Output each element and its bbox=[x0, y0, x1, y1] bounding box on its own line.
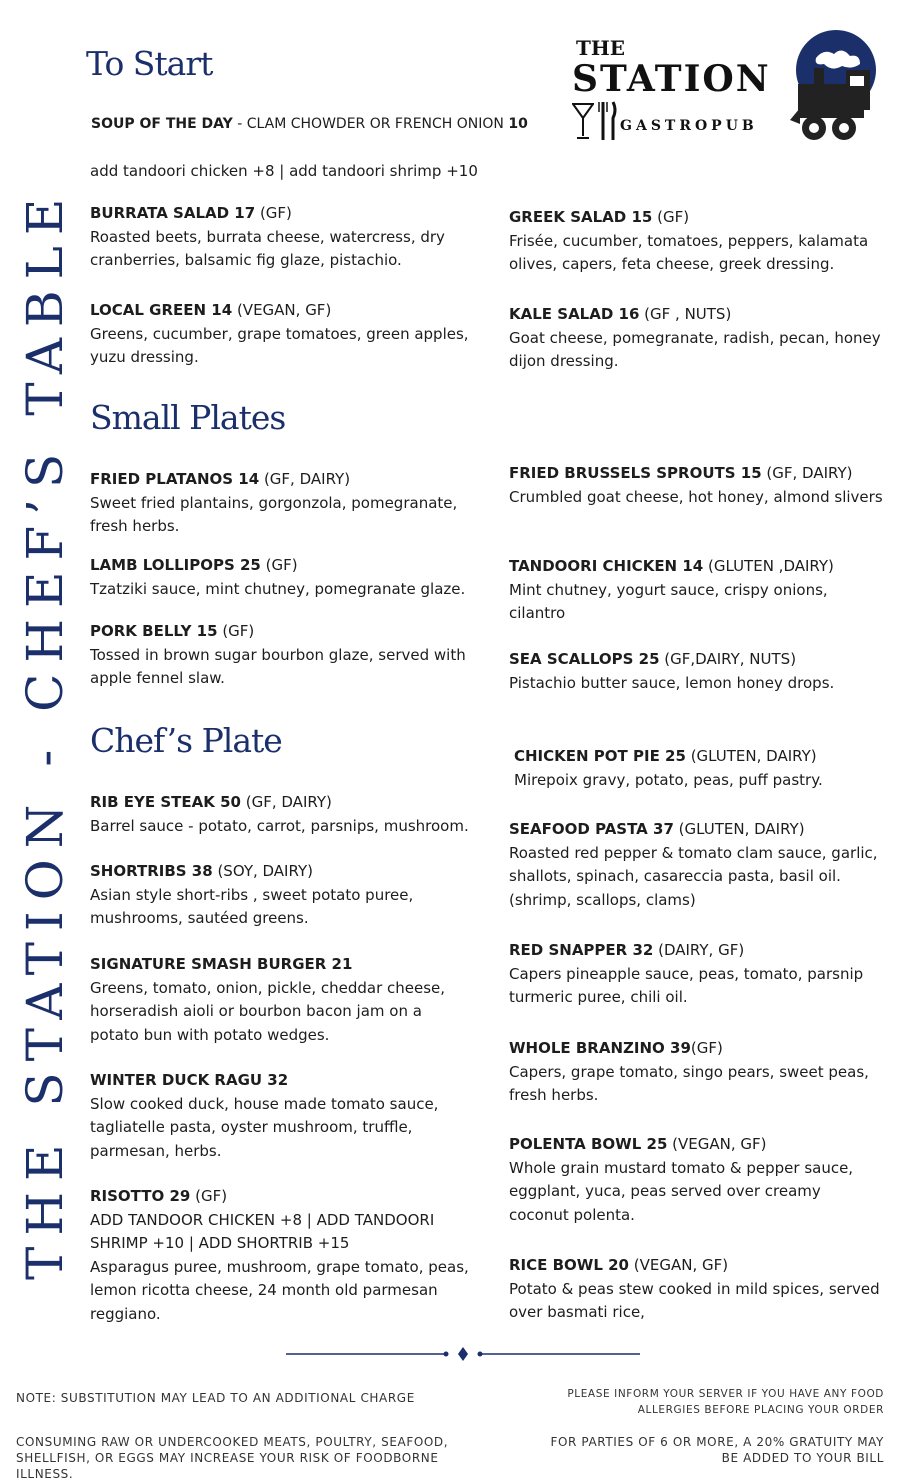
item-tags: (SOY, DAIRY) bbox=[212, 862, 313, 880]
menu-item bbox=[90, 202, 470, 273]
logo-line-1: THE bbox=[576, 36, 626, 60]
item-name: RISOTTO 29 bbox=[90, 1187, 191, 1205]
item-desc: Sweet fried plantains, gorgonzola, pomegranate, fresh herbs. bbox=[90, 493, 458, 535]
soup-addons: add tandoori chicken +8 | add tandoori shrimp +10 bbox=[90, 162, 478, 180]
menu-item bbox=[90, 1069, 470, 1163]
menu-item bbox=[509, 818, 884, 912]
item-desc: Slow cooked duck, house made tomato sauce, tagliatelle pasta, oyster mushroom, truffle, parmesan, herbs. bbox=[90, 1094, 439, 1160]
menu-item bbox=[509, 1133, 884, 1227]
item-name: FRIED BRUSSELS SPROUTS 15 bbox=[509, 464, 762, 482]
item-tags: (VEGAN, GF) bbox=[232, 301, 332, 319]
raw-food-warning: CONSUMING RAW OR UNDERCOOKED MEATS, POULTRY, SEAFOOD, SHELLFISH, OR EGGS MAY INCREASE YOUR RISK OF FOODBORNE ILLNESS. bbox=[16, 1435, 449, 1481]
item-name: RED SNAPPER 32 bbox=[509, 941, 654, 959]
item-desc: Roasted red pepper & tomato clam sauce, garlic, shallots, spinach, casareccia pasta, basil oil. (shrimp, scallops, clams) bbox=[509, 843, 878, 909]
section-title-small-plates: Small Plates bbox=[90, 398, 286, 437]
soup-price: 10 bbox=[508, 116, 528, 132]
soup-of-the-day bbox=[91, 116, 528, 132]
item-tags: (GF) bbox=[690, 1039, 723, 1057]
item-desc: Tzatziki sauce, mint chutney, pomegranate glaze. bbox=[90, 579, 466, 598]
item-name: SEAFOOD PASTA 37 bbox=[509, 820, 674, 838]
soup-desc: - CLAM CHOWDER OR FRENCH ONION bbox=[232, 116, 509, 132]
item-desc: Potato & peas stew cooked in mild spices, served over basmati rice, bbox=[509, 1279, 880, 1321]
item-tags: (GF, DAIRY) bbox=[761, 464, 853, 482]
menu-item bbox=[90, 860, 470, 931]
side-title: THE STATION - CHEF’S TABLE bbox=[16, 187, 74, 1280]
item-name: CHICKEN POT PIE 25 bbox=[514, 747, 686, 765]
item-name: WHOLE BRANZINO 39 bbox=[509, 1039, 691, 1057]
item-tags: (GLUTEN, DAIRY) bbox=[685, 747, 817, 765]
item-name: KALE SALAD 16 bbox=[509, 305, 640, 323]
item-desc: Barrel sauce - potato, carrot, parsnips, mushroom. bbox=[90, 816, 469, 835]
item-name: WINTER DUCK RAGU 32 bbox=[90, 1071, 289, 1089]
gratuity-note: FOR PARTIES OF 6 OR MORE, A 20% GRATUITY MAY BE ADDED TO YOUR BILL bbox=[550, 1435, 884, 1465]
item-desc: Mint chutney, yogurt sauce, crispy onions, cilantro bbox=[509, 580, 828, 622]
item-tags: (GF) bbox=[190, 1187, 228, 1205]
item-tags: (DAIRY, GF) bbox=[653, 941, 745, 959]
item-tags: (GF , NUTS) bbox=[639, 305, 732, 323]
substitution-note: NOTE: SUBSTITUTION MAY LEAD TO AN ADDITIONAL CHARGE bbox=[16, 1391, 415, 1405]
item-desc: Greens, cucumber, grape tomatoes, green apples, yuzu dressing. bbox=[90, 324, 469, 366]
menu-item bbox=[509, 206, 884, 277]
train-icon bbox=[786, 28, 886, 154]
menu-item bbox=[509, 555, 884, 626]
ornamental-divider bbox=[282, 1345, 642, 1363]
item-tags: (GLUTEN ,DAIRY) bbox=[703, 557, 834, 575]
item-tags: (GF) bbox=[652, 208, 690, 226]
menu-item bbox=[90, 554, 470, 601]
item-desc: Capers, grape tomato, singo pears, sweet peas, fresh herbs. bbox=[509, 1062, 869, 1104]
item-name: PORK BELLY 15 bbox=[90, 622, 218, 640]
section-title-chefs-plate: Chef’s Plate bbox=[90, 721, 282, 760]
menu-item bbox=[509, 648, 884, 695]
menu-item bbox=[509, 1254, 884, 1325]
menu-item bbox=[90, 468, 470, 539]
item-desc: Frisée, cucumber, tomatoes, peppers, kalamata olives, capers, feta cheese, greek dressing. bbox=[509, 231, 869, 273]
item-name: RIB EYE STEAK 50 bbox=[90, 793, 241, 811]
item-addons: ADD TANDOOR CHICKEN +8 | ADD TANDOORI SHRIMP +10 | ADD SHORTRIB +15 bbox=[90, 1210, 435, 1252]
logo-line-3: GASTROPUB bbox=[620, 118, 758, 134]
item-name: LOCAL GREEN 14 bbox=[90, 301, 233, 319]
item-name: GREEK SALAD 15 bbox=[509, 208, 653, 226]
item-tags: (GF) bbox=[217, 622, 255, 640]
item-name: BURRATA SALAD 17 bbox=[90, 204, 256, 222]
item-name: TANDOORI CHICKEN 14 bbox=[509, 557, 704, 575]
section-title-to-start: To Start bbox=[86, 44, 213, 83]
soup-name: SOUP OF THE DAY bbox=[91, 116, 233, 132]
item-tags: (GF, DAIRY) bbox=[240, 793, 332, 811]
item-desc: Mirepoix gravy, potato, peas, puff pastry. bbox=[514, 770, 823, 789]
menu-item bbox=[514, 745, 884, 792]
item-tags: (GF,DAIRY, NUTS) bbox=[659, 650, 797, 668]
item-desc: Greens, tomato, onion, pickle, cheddar cheese, horseradish aioli or bourbon bacon jam on a potato bun with potato wedges. bbox=[90, 978, 446, 1044]
item-desc: Roasted beets, burrata cheese, watercress, dry cranberries, balsamic fig glaze, pistachio. bbox=[90, 227, 445, 269]
item-name: POLENTA BOWL 25 bbox=[509, 1135, 668, 1153]
item-name: SIGNATURE SMASH BURGER 21 bbox=[90, 955, 353, 973]
menu-item bbox=[90, 791, 470, 838]
item-name: FRIED PLATANOS 14 bbox=[90, 470, 260, 488]
item-tags: (GLUTEN, DAIRY) bbox=[673, 820, 805, 838]
item-name: RICE BOWL 20 bbox=[509, 1256, 629, 1274]
item-tags: (VEGAN, GF) bbox=[667, 1135, 767, 1153]
menu-item bbox=[90, 620, 470, 691]
item-desc: Tossed in brown sugar bourbon glaze, served with apple fennel slaw. bbox=[90, 645, 466, 687]
item-desc: Pistachio butter sauce, lemon honey drops. bbox=[509, 673, 835, 692]
item-tags: (GF, DAIRY) bbox=[259, 470, 351, 488]
item-name: SHORTRIBS 38 bbox=[90, 862, 213, 880]
item-desc: Capers pineapple sauce, peas, tomato, parsnip turmeric puree, chili oil. bbox=[509, 964, 864, 1006]
logo-line-2: STATION bbox=[572, 58, 771, 100]
station-logo bbox=[568, 28, 888, 156]
cocktail-glass-icon bbox=[572, 102, 594, 142]
item-tags: (VEGAN, GF) bbox=[629, 1256, 729, 1274]
item-tags: (GF) bbox=[260, 556, 298, 574]
item-desc: Whole grain mustard tomato & pepper sauce, eggplant, yuca, peas served over creamy coconut polenta. bbox=[509, 1158, 854, 1224]
allergy-note: PLEASE INFORM YOUR SERVER IF YOU HAVE ANY FOOD ALLERGIES BEFORE PLACING YOUR ORDER bbox=[567, 1388, 884, 1416]
fork-knife-icon bbox=[598, 100, 618, 142]
item-desc: Asparagus puree, mushroom, grape tomato, peas, lemon ricotta cheese, 24 month old parmesan reggiano. bbox=[90, 1257, 469, 1323]
menu-item bbox=[90, 953, 470, 1047]
menu-item bbox=[509, 939, 884, 1010]
menu-item bbox=[90, 1185, 488, 1326]
menu-item bbox=[509, 462, 884, 509]
menu-item bbox=[509, 1037, 884, 1108]
item-name: LAMB LOLLIPOPS 25 bbox=[90, 556, 261, 574]
item-desc: Crumbled goat cheese, hot honey, almond slivers bbox=[509, 487, 883, 506]
item-desc: Asian style short-ribs , sweet potato puree, mushrooms, sautéed greens. bbox=[90, 885, 414, 927]
item-tags: (GF) bbox=[255, 204, 292, 222]
menu-item bbox=[90, 299, 470, 370]
item-desc: Goat cheese, pomegranate, radish, pecan, honey dijon dressing. bbox=[509, 328, 881, 370]
item-name: SEA SCALLOPS 25 bbox=[509, 650, 660, 668]
menu-item bbox=[509, 303, 884, 374]
